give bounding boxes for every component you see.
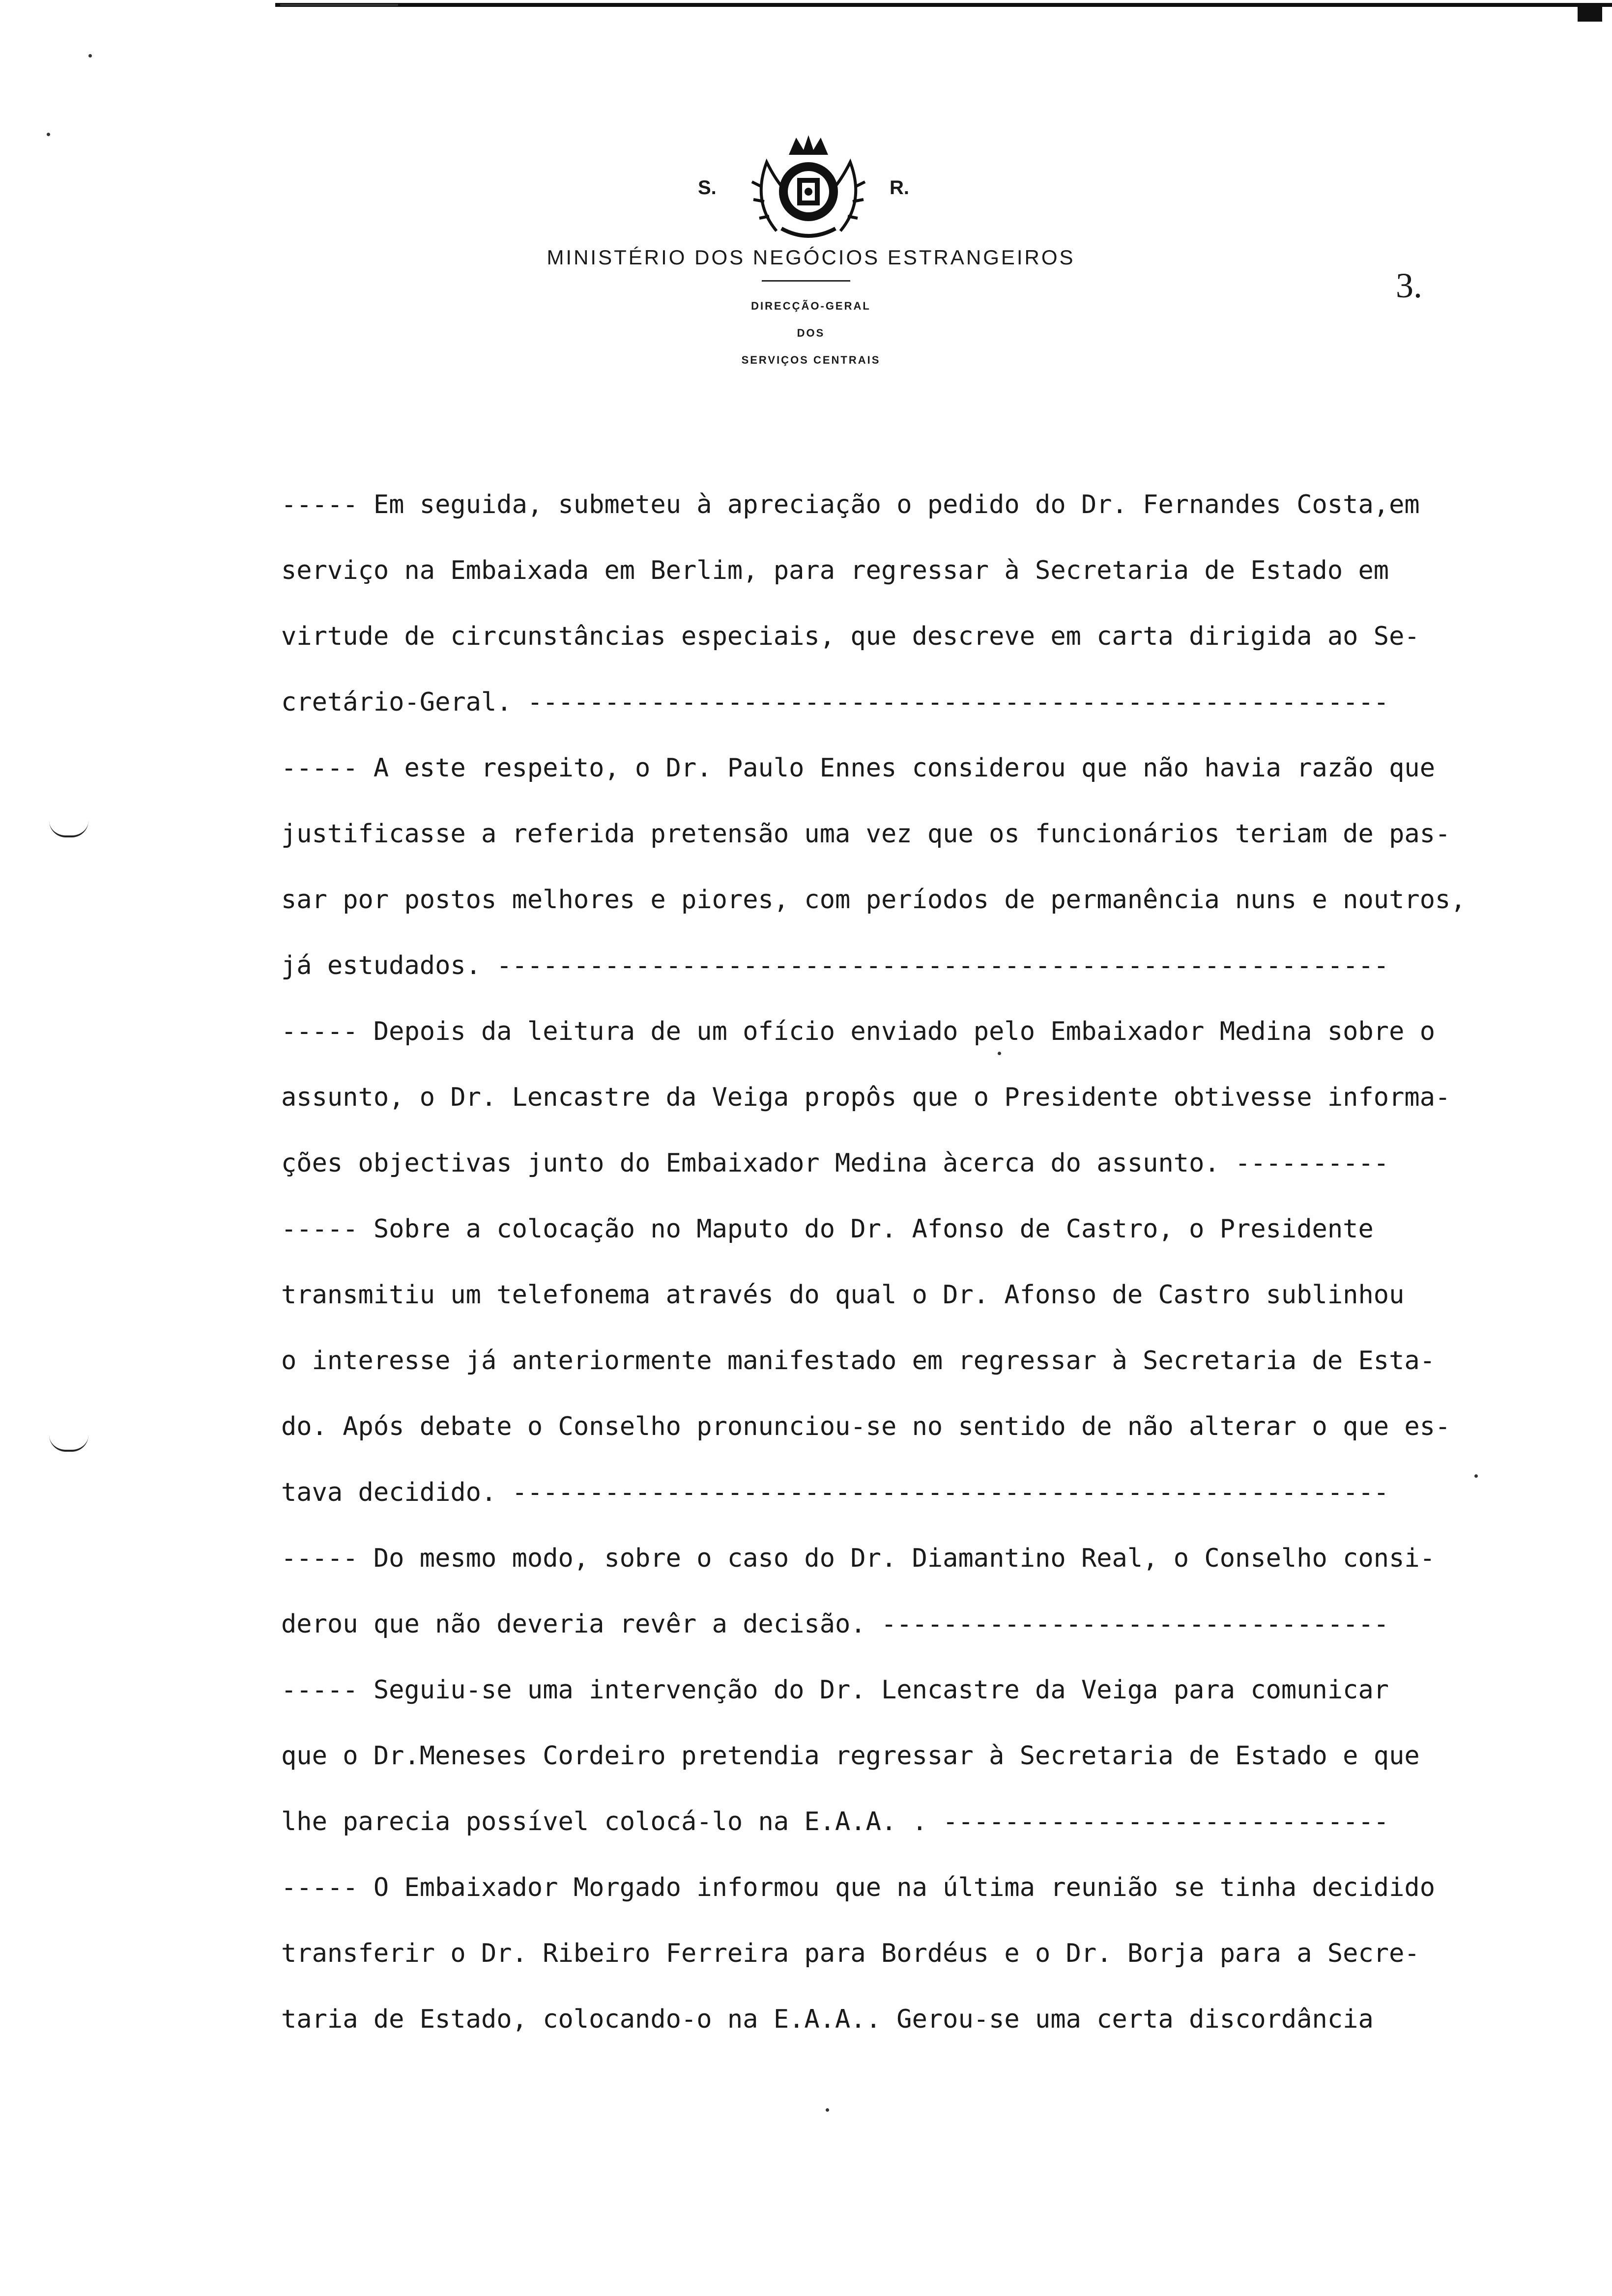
scan-speck (826, 2108, 829, 2112)
page-number: 3. (1396, 266, 1422, 305)
binding-hole-mark (49, 821, 88, 837)
department-line: SERVIÇOS CENTRAIS (741, 354, 881, 366)
text-line: ções objectivas junto do Embaixador Medina àcerca do assunto. ---------- (281, 1148, 1389, 1178)
text-line: ----- Depois da leitura de um ofício enviado pelo Embaixador Medina sobre o (281, 1017, 1435, 1046)
text-line: tava decidido. --------------------------------------------------------- (281, 1478, 1389, 1507)
text-line: o interesse já anteriormente manifestado em regressar à Secretaria de Esta- (281, 1346, 1435, 1376)
text-line: transferir o Dr. Ribeiro Ferreira para Bordéus e o Dr. Borja para a Secre- (281, 1939, 1420, 1968)
department-line: DOS (797, 327, 825, 339)
text-line: taria de Estado, colocando-o na E.A.A.. Gerou-se uma certa discordância (281, 2005, 1374, 2034)
text-line: ----- A este respeito, o Dr. Paulo Ennes considerou que não havia razão que (281, 753, 1435, 783)
scan-speck (47, 133, 50, 136)
letterhead-rule (762, 280, 850, 282)
scan-speck (88, 54, 92, 57)
text-line: ----- O Embaixador Morgado informou que na última reunião se tinha decidido (281, 1873, 1435, 1902)
text-line: já estudados. ---------------------------------------------------------- (281, 951, 1389, 980)
text-line: lhe parecia possível colocá-lo na E.A.A. . ----------------------------- (281, 1807, 1389, 1837)
text-line: ----- Do mesmo modo, sobre o caso do Dr. Diamantino Real, o Conselho consi- (281, 1544, 1435, 1573)
text-line: sar por postos melhores e piores, com períodos de permanência nuns e noutros, (281, 885, 1466, 915)
text-line: do. Após debate o Conselho pronunciou-se no sentido de não alterar o que es- (281, 1412, 1451, 1441)
text-line: serviço na Embaixada em Berlim, para regressar à Secretaria de Estado em (281, 556, 1389, 585)
coat-of-arms-crest-icon (742, 133, 875, 241)
department-line: DIRECÇÃO-GERAL (751, 300, 871, 312)
text-line: derou que não deveria revêr a decisão. --------------------------------- (281, 1609, 1389, 1639)
text-line: transmitiu um telefonema através do qual o Dr. Afonso de Castro sublinhou (281, 1280, 1405, 1310)
text-line: assunto, o Dr. Lencastre da Veiga propôs que o Presidente obtivesse informa- (281, 1083, 1451, 1112)
text-line: ----- Em seguida, submeteu à apreciação o pedido do Dr. Fernandes Costa,em (281, 490, 1420, 519)
text-line: virtude de circunstâncias especiais, que descreve em carta dirigida ao Se- (281, 622, 1420, 651)
ministry-name: MINISTÉRIO DOS NEGÓCIOS ESTRANGEIROS (547, 246, 1075, 269)
text-line: ----- Sobre a colocação no Maputo do Dr. Afonso de Castro, o Presidente (281, 1214, 1374, 1244)
letterhead-r-mark: R. (890, 177, 909, 199)
text-line: ----- Seguiu-se uma intervenção do Dr. Lencastre da Veiga para comunicar (281, 1675, 1389, 1705)
letterhead (491, 133, 1130, 388)
text-line: que o Dr.Meneses Cordeiro pretendia regressar à Secretaria de Estado e que (281, 1741, 1420, 1771)
scan-corner-mark (1578, 5, 1602, 22)
page-top-border-left (280, 4, 398, 6)
page-top-border (275, 3, 1612, 7)
text-line: justificasse a referida pretensão uma vez que os funcionários teriam de pas- (281, 819, 1451, 849)
binding-hole-mark (49, 1435, 88, 1452)
letterhead-s-mark: S. (698, 177, 717, 199)
document-body (281, 472, 1579, 2052)
text-line: cretário-Geral. -------------------------------------------------------- (281, 688, 1389, 717)
